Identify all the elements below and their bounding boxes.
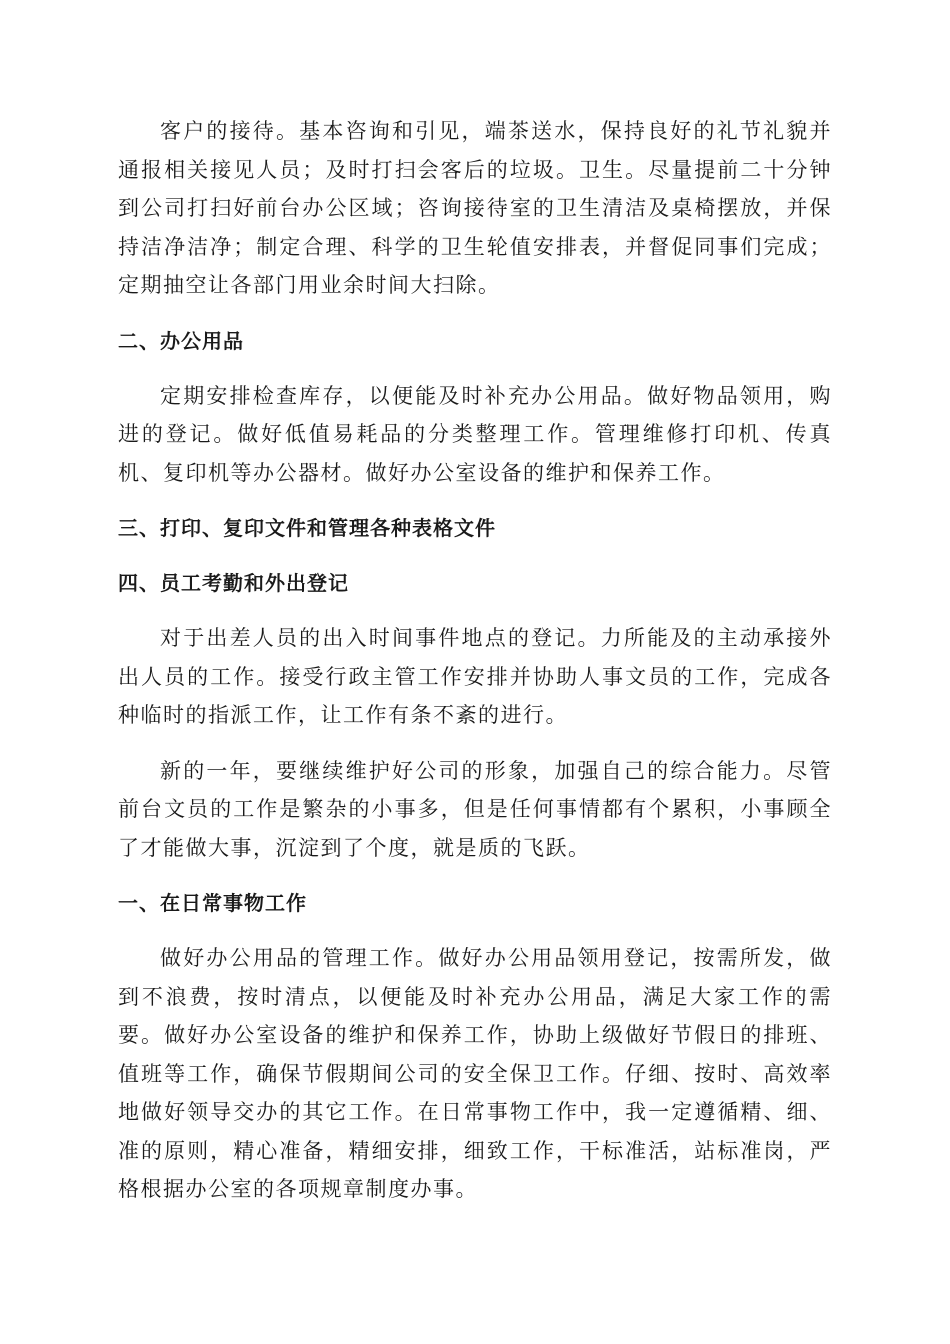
section-heading-office-supplies: 二、办公用品 bbox=[118, 328, 244, 353]
paragraph-attendance: 对于出差人员的出入时间事件地点的登记。力所能及的主动承接外出人员的工作。接受行政主管工作安排并协助人事文员的工作，完成各种临时的指派工作，让工作有条不紊的进行。 bbox=[118, 626, 832, 727]
paragraph-daily-affairs: 做好办公用品的管理工作。做好办公用品领用登记，按需所发，做到不浪费，按时清点，以便能及时补充办公用品，满足大家工作的需要。做好办公室设备的维护和保养工作，协助上级做好节假日的排班、值班等工作，确保节假期间公司的安全保卫工作。仔细、按时、高效率地做好领导交办的其它工作。在日常事物工作中，我一定遵循精、细、准的原则，精心准备，精细安排，细致工作，干标准活，站标准岗，严格根据办公室的各项规章制度办事。 bbox=[118, 946, 832, 1201]
paragraph-reception: 客户的接待。基本咨询和引见，端茶送水，保持良好的礼节礼貌并通报相关接见人员；及时打扫会客后的垃圾。卫生。尽量提前二十分钟到公司打扫好前台办公区域；咨询接待室的卫生清洁及桌椅摆放，并保持洁净洁净；制定合理、科学的卫生轮值安排表，并督促同事们完成；定期抽空让各部门用业余时间大扫除。 bbox=[118, 119, 832, 297]
section-heading-attendance: 四、员工考勤和外出登记 bbox=[118, 571, 349, 595]
document-page bbox=[118, 112, 832, 1209]
section-heading-daily-affairs: 一、在日常事物工作 bbox=[118, 891, 307, 915]
paragraph-office-supplies: 定期安排检查库存，以便能及时补充办公用品。做好物品领用，购进的登记。做好低值易耗品的分类整理工作。管理维修打印机、传真机、复印机等办公器材。做好办公室设备的维护和保养工作。 bbox=[118, 383, 832, 485]
paragraph-new-year: 新的一年，要继续维护好公司的形象，加强自己的综合能力。尽管前台文员的工作是繁杂的小事多，但是任何事情都有个累积，小事顾全了才能做大事，沉淀到了个度，就是质的飞跃。 bbox=[118, 758, 832, 860]
section-heading-printing: 三、打印、复印文件和管理各种表格文件 bbox=[118, 516, 496, 540]
